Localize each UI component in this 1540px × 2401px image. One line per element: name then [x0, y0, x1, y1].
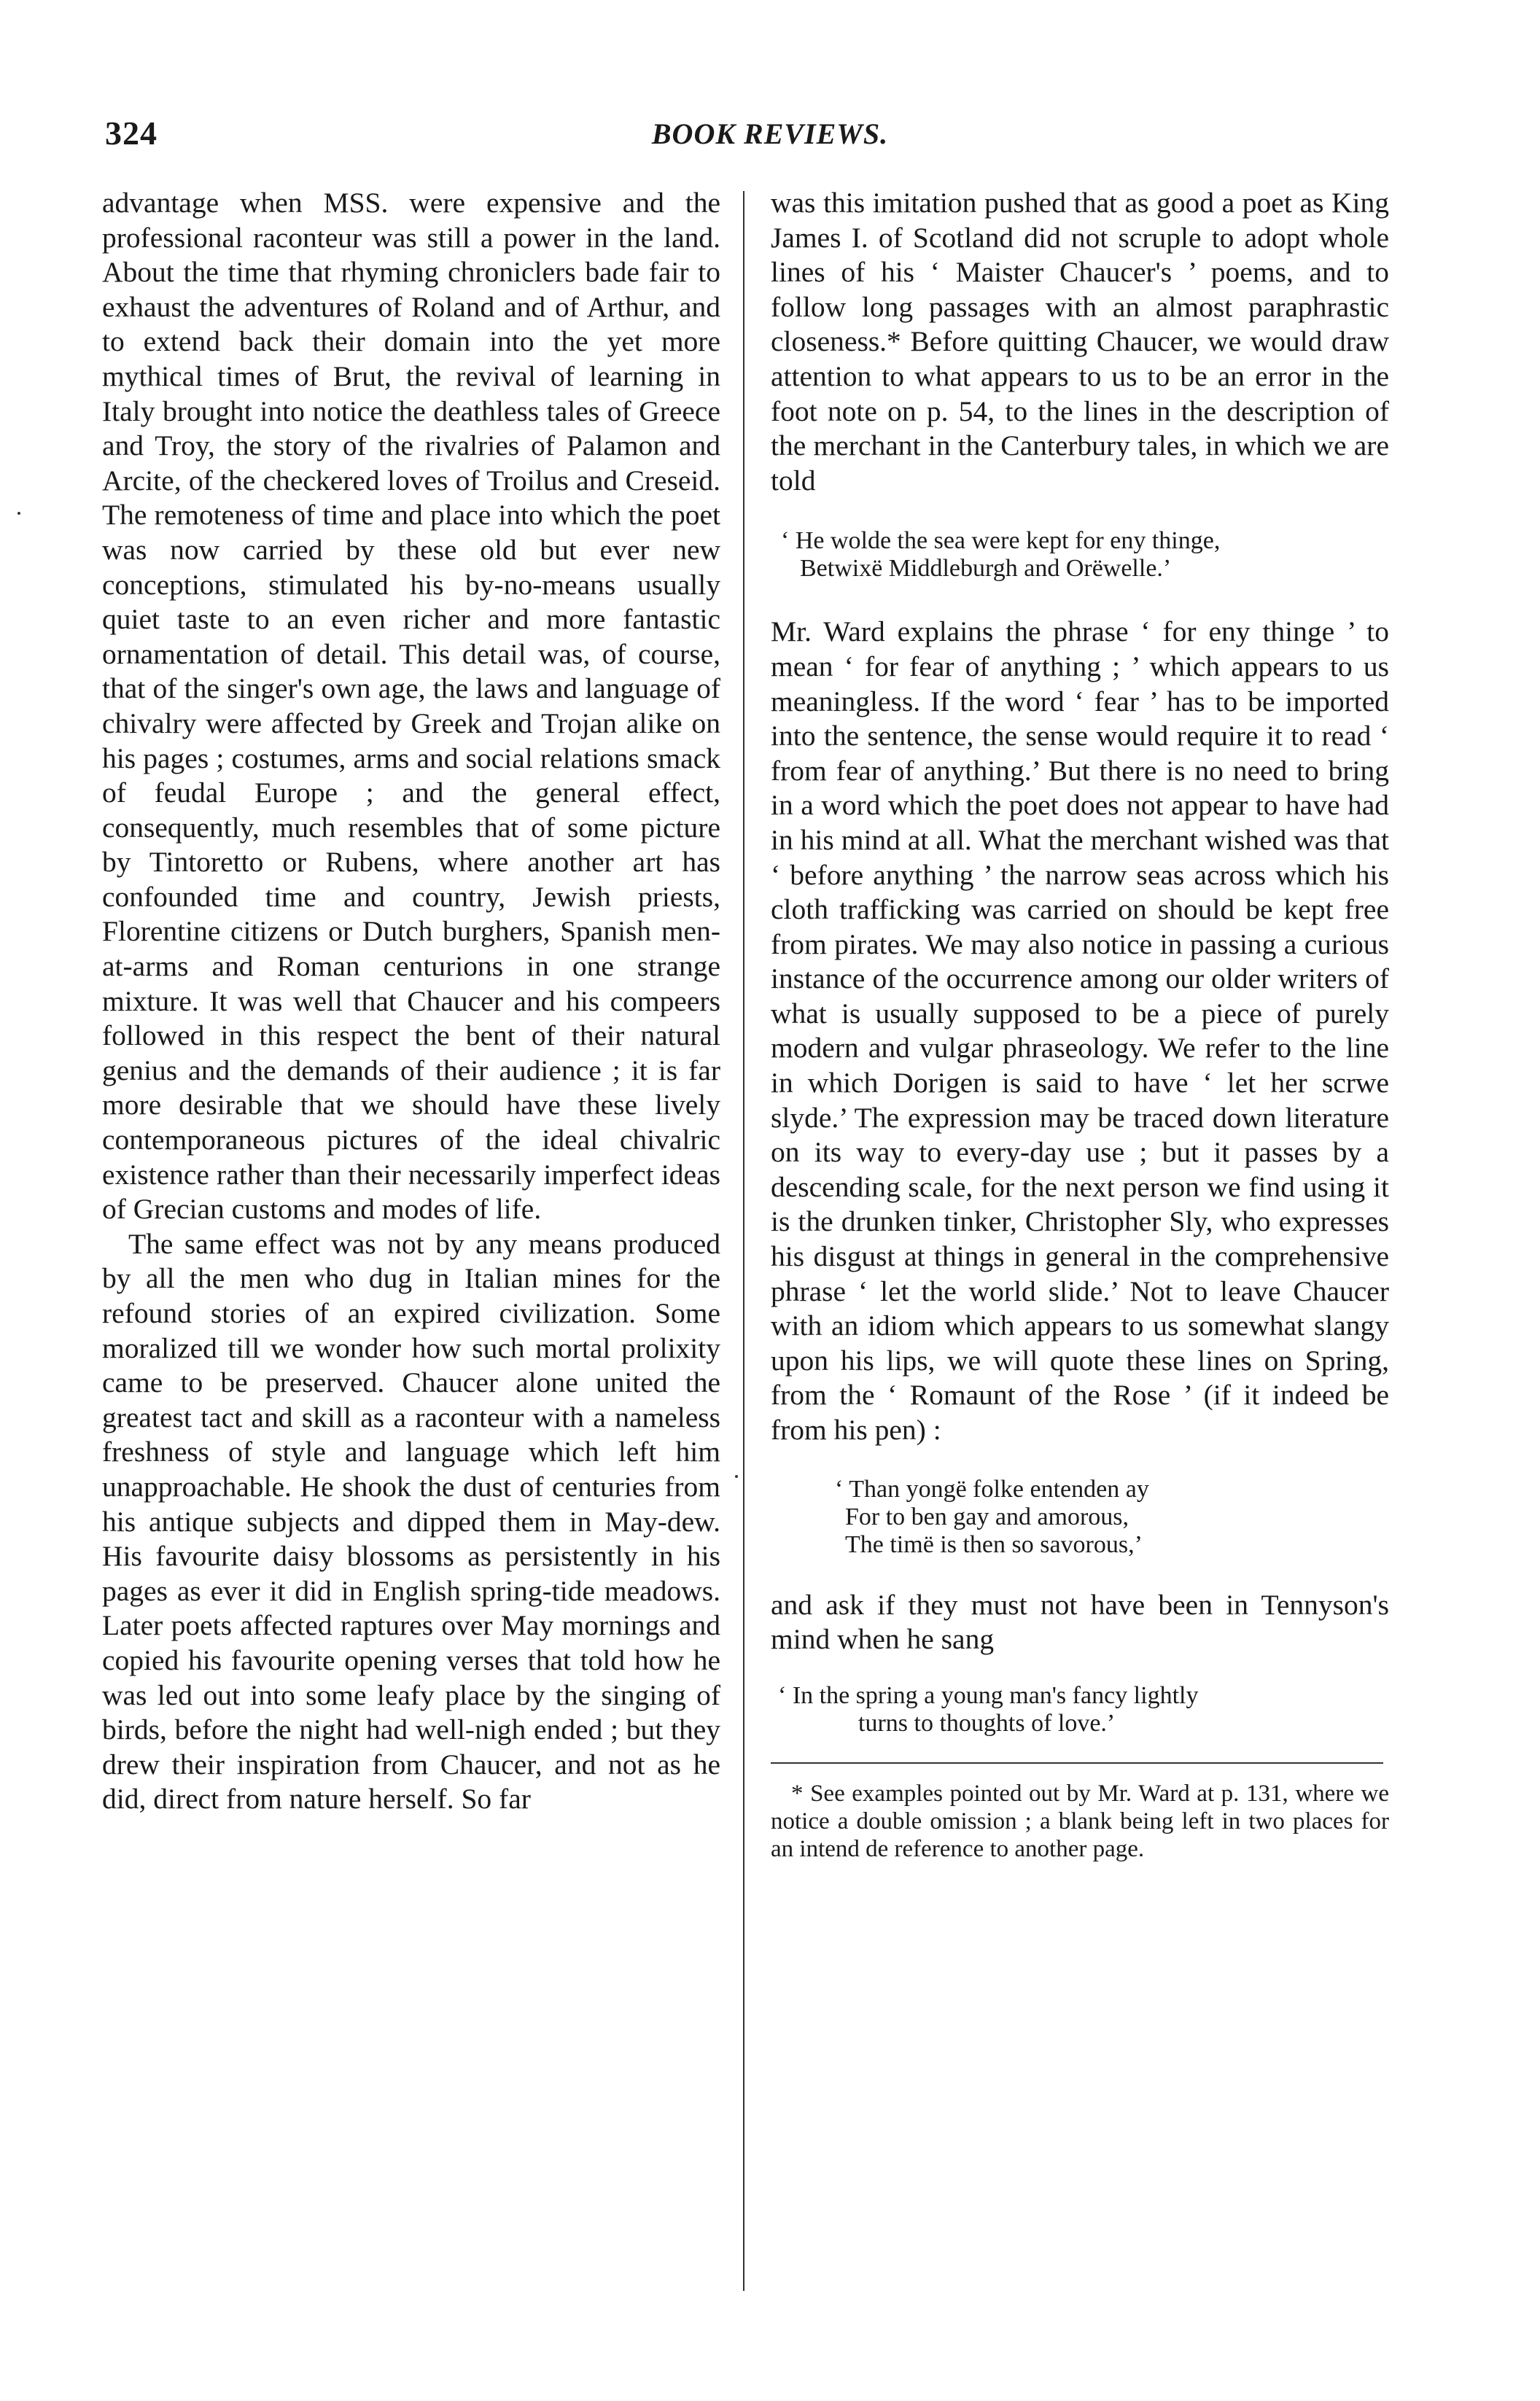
- left-paragraph-2: The same effect was not by any means produced by all the men who dug in Italian mines for the refound stories of an expired civilization. Some moralized till we wonder how such mortal prolixity came to be preserved. Chaucer alone united the greatest tact and skill as a raconteur with a nameless freshness of style and language which left him unapproachable. He shook the dust of centuries from his antique subjects and dipped them in May-dew. His favourite daisy blossoms as persistently in his pages as ever it did in English spring-tide meadows. Later poets affected raptures over May mornings and copied his favourite opening verses that told how he was led out into some leafy place by the singing of birds, before the night had well-nigh ended ; but they drew their inspiration from Chaucer, and not as he did, direct from nature herself. So far: [102, 1227, 720, 1816]
- column-divider: [743, 191, 744, 2291]
- quote-line: ‘ In the spring a young man's fancy lightly: [778, 1681, 1199, 1709]
- quote-line: ‘ Than yongë folke entenden ay: [835, 1475, 1149, 1503]
- right-paragraph-2: Mr. Ward explains the phrase ‘ for eny thinge ’ to mean ‘ for fear of anything ; ’ which appears to us meaningless. If the word ‘ fear ’ has to be imported into the sentence, the sense would require it to read ‘ from fear of anything.’ But there is no need to bring in a word which the poet does not appear to have had in his mind at all. What the merchant wished was that ‘ before anything ’ the narrow seas across which his cloth trafficking was carried on should be kept free from pirates. We may also notice in passing a curious instance of the occurrence among our older writers of what is usually supposed to be a piece of purely modern and vulgar phraseology. We refer to the line in which Dorigen is said to have ‘ let her scrwe slyde.’ The expression may be traced down literature on its way to every-day use ; but it passes by a descending scale, for the next person we find using it is the drunken tinker, Christopher Sly, who expresses his disgust at things in general in the comprehensive phrase ‘ let the world slide.’ Not to leave Chaucer with an idiom which appears to us somewhat slangy upon his lips, we will quote these lines on Spring, from the ‘ Romaunt of the Rose ’ (if it indeed be from his pen) :: [771, 615, 1389, 1446]
- running-head: BOOK REVIEWS.: [651, 117, 889, 150]
- footnote: [771, 1780, 1389, 1863]
- block-quote-romaunt: [771, 1476, 1389, 1559]
- left-paragraph-1: advantage when MSS. were expensive and the professional raconteur was still a power in the land. About the time that rhyming chroniclers bade fair to exhaust the adventures of Roland and of Arthur, and to extend back their domain into the yet more mythical times of Brut, the revival of learning in Italy brought into notice the deathless tales of Greece and Troy, the story of the rivalries of Palamon and Arcite, of the checkered loves of Troilus and Creseid. The remoteness of time and place into which the poet was now carried by these old but ever new conceptions, stimulated his by-no-means usually quiet taste to an even richer and more fantastic ornamentation of detail. This detail was, of course, that of the singer's own age, the laws and language of chivalry were affected by Greek and Trojan alike on his pages ; costumes, arms and social relations smack of feudal Europe ; and the general effect, consequently, much resembles that of some picture by Tintoretto or Rubens, where another art has confounded time and country, Jewish priests, Florentine citizens or Dutch burghers, Spanish men-at-arms and Roman centurions in one strange mixture. It was well that Chaucer and his compeers followed in this respect the bent of their natural genius and the demands of their audience ; it is far more desirable that we should have these lively contemporaneous pictures of the ideal chivalric existence rather than their necessarily imperfect ideas of Grecian customs and modes of life.: [102, 187, 720, 1226]
- quote-line: ‘ He wolde the sea were kept for eny thinge,: [781, 527, 1221, 555]
- footnote-text: * See examples pointed out by Mr. Ward at p. 131, where we notice a double omission ; a blank being left in two places for an intend de reference to another page.: [771, 1780, 1389, 1862]
- block-quote-tennyson: [771, 1682, 1389, 1737]
- quote-line: Betwixë Middleburgh and Orëwelle.’: [800, 555, 1172, 583]
- block-quote-merchant: [771, 527, 1389, 583]
- right-paragraph-1: was this imitation pushed that as good a poet as King James I. of Scotland did not scruple to adopt whole lines of his ‘ Maister Chaucer's ’ poems, and to follow long passages with an almost paraphrastic closeness.* Before quitting Chaucer, we would draw attention to what appears to us to be an error in the foot note on p. 54, to the lines in the description of the merchant in the Canterbury tales, in which we are told: [771, 187, 1389, 497]
- page-speck: [18, 512, 20, 515]
- footnote-rule: [771, 1762, 1383, 1764]
- quote-line: For to ben gay and amorous,: [845, 1503, 1129, 1530]
- quote-line: The timë is then so savorous,’: [845, 1530, 1143, 1558]
- page-number: 324: [105, 114, 158, 152]
- page-speck: [735, 1475, 738, 1478]
- quote-line: turns to thoughts of love.’: [858, 1709, 1116, 1737]
- right-paragraph-3: and ask if they must not have been in Tennyson's mind when he sang: [771, 1588, 1389, 1656]
- left-column: [102, 186, 720, 1817]
- right-column: [771, 186, 1389, 1863]
